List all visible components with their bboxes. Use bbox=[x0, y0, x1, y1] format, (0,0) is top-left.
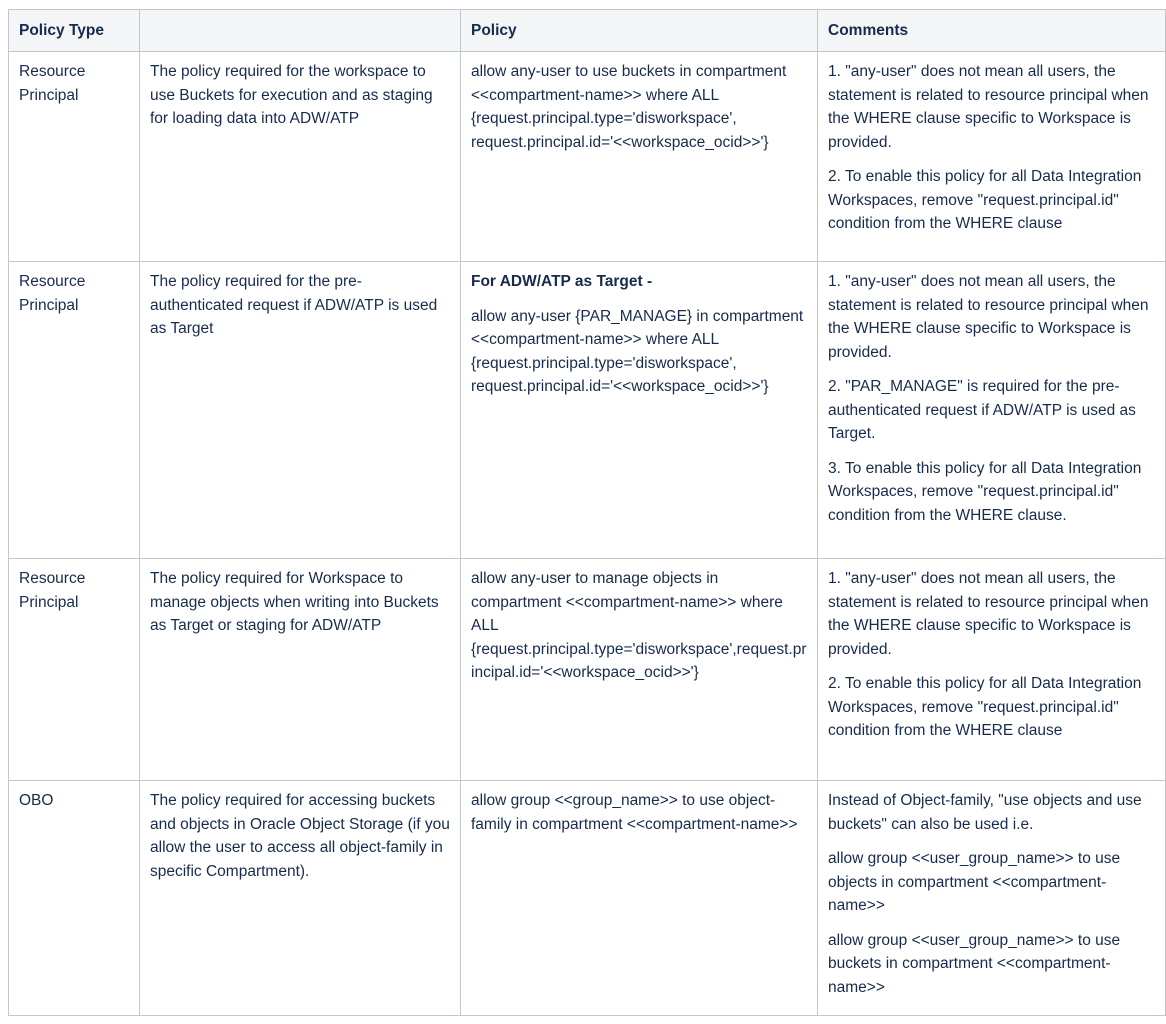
table-row bbox=[9, 52, 1166, 262]
comments-cell bbox=[818, 262, 1166, 559]
description-cell: The policy required for accessing buckets and objects in Oracle Object Storage (if you allow the user to access all object-family in specific Compartment). bbox=[140, 781, 461, 1016]
policy-table bbox=[8, 9, 1166, 1016]
header-policy-type: Policy Type bbox=[9, 10, 140, 52]
comments-cell bbox=[818, 52, 1166, 262]
description-cell: The policy required for Workspace to manage objects when writing into Buckets as Target or staging for ADW/ATP bbox=[140, 559, 461, 781]
description-cell: The policy required for the workspace to use Buckets for execution and as staging for loading data into ADW/ATP bbox=[140, 52, 461, 262]
policy-type-cell: Resource Principal bbox=[9, 559, 140, 781]
table-row bbox=[9, 781, 1166, 1016]
comment-item: 3. To enable this policy for all Data Integration Workspaces, remove "request.principal.id" condition from the WHERE clause. bbox=[828, 459, 1142, 524]
comment-item: allow group <<user_group_name>> to use buckets in compartment <<compartment-name>> bbox=[828, 931, 1121, 996]
policy-type-cell: Resource Principal bbox=[9, 52, 140, 262]
table-header-row bbox=[9, 10, 1166, 52]
table-row bbox=[9, 262, 1166, 559]
policy-statement: allow any-user to use buckets in compartment <<compartment-name>> where ALL {request.principal.type='disworkspace', request.principal.id='<<workspace_ocid>>'} bbox=[471, 63, 787, 151]
policy-type-cell: Resource Principal bbox=[9, 262, 140, 559]
comment-item: 1. "any-user" does not mean all users, the statement is related to resource principal when the WHERE clause specific to Workspace is provided. bbox=[828, 63, 1149, 151]
comment-item: 2. "PAR_MANAGE" is required for the pre-authenticated request if ADW/ATP is used as Target. bbox=[828, 378, 1136, 442]
header-description bbox=[140, 10, 461, 52]
policy-type-cell: OBO bbox=[9, 781, 140, 1016]
policy-statement: allow any-user to manage objects in compartment <<compartment-name>> where ALL {request.principal.type='disworkspace',request.principal.id='<<workspace_ocid>>'} bbox=[471, 570, 807, 681]
comment-item: 1. "any-user" does not mean all users, the statement is related to resource principal when the WHERE clause specific to Workspace is provided. bbox=[828, 570, 1149, 658]
comments-cell bbox=[818, 559, 1166, 781]
comment-item: Instead of Object-family, "use objects and use buckets" can also be used i.e. bbox=[828, 792, 1142, 833]
policy-heading: For ADW/ATP as Target - bbox=[471, 273, 653, 290]
policy-cell bbox=[461, 781, 818, 1016]
header-policy: Policy bbox=[461, 10, 818, 52]
policy-cell bbox=[461, 52, 818, 262]
policy-cell bbox=[461, 262, 818, 559]
comment-item: allow group <<user_group_name>> to use objects in compartment <<compartment-name>> bbox=[828, 850, 1121, 914]
header-comments: Comments bbox=[818, 10, 1166, 52]
comment-item: 1. "any-user" does not mean all users, the statement is related to resource principal when the WHERE clause specific to Workspace is provided. bbox=[828, 273, 1149, 361]
policy-statement: allow group <<group_name>> to use object-family in compartment <<compartment-name>> bbox=[471, 792, 798, 833]
comments-cell bbox=[818, 781, 1166, 1016]
comment-item: 2. To enable this policy for all Data Integration Workspaces, remove "request.principal.id" condition from the WHERE clause bbox=[828, 675, 1142, 739]
policy-cell bbox=[461, 559, 818, 781]
table-row bbox=[9, 559, 1166, 781]
description-cell: The policy required for the pre-authenticated request if ADW/ATP is used as Target bbox=[140, 262, 461, 559]
policy-statement: allow any-user {PAR_MANAGE} in compartment <<compartment-name>> where ALL {request.principal.type='disworkspace', request.principal.id='<<workspace_ocid>>'} bbox=[471, 307, 804, 395]
comment-item: 2. To enable this policy for all Data Integration Workspaces, remove "request.principal.id" condition from the WHERE clause bbox=[828, 168, 1142, 232]
